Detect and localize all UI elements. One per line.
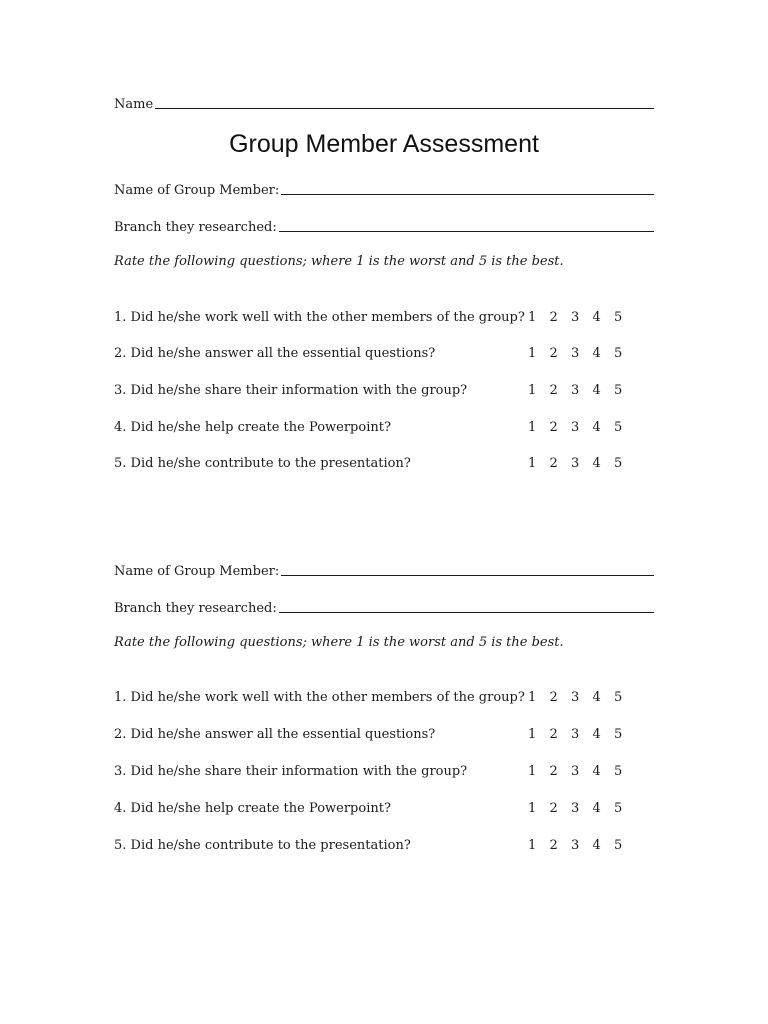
- rating-option[interactable]: 4: [592, 690, 601, 705]
- question-text: 2. Did he/she answer all the essential questions?: [114, 346, 436, 361]
- rating-option[interactable]: 2: [549, 310, 558, 325]
- rating-instruction-1: Rate the following questions; where 1 is the worst and 5 is the best.: [114, 254, 564, 269]
- rating-option[interactable]: 4: [592, 310, 601, 325]
- rating-option[interactable]: 3: [571, 690, 580, 705]
- rating-scale: [528, 764, 636, 779]
- rating-option[interactable]: 3: [571, 801, 580, 816]
- rating-option[interactable]: 4: [592, 383, 601, 398]
- question-row: [114, 346, 634, 364]
- rating-option[interactable]: 4: [592, 838, 601, 853]
- question-text: 1. Did he/she work well with the other members of the group?: [114, 690, 525, 705]
- rating-option[interactable]: 4: [592, 801, 601, 816]
- rating-scale: [528, 420, 636, 435]
- rating-scale: [528, 690, 636, 705]
- branch-blank-line-2[interactable]: [279, 599, 654, 613]
- rating-option[interactable]: 1: [528, 838, 537, 853]
- rating-option[interactable]: 5: [614, 838, 623, 853]
- rating-option[interactable]: 3: [571, 838, 580, 853]
- rating-option[interactable]: 2: [549, 456, 558, 471]
- rating-option[interactable]: 5: [614, 383, 623, 398]
- rating-option[interactable]: 5: [614, 456, 623, 471]
- branch-field-2: [114, 598, 654, 616]
- question-text: 4. Did he/she help create the Powerpoint?: [114, 420, 391, 435]
- rating-option[interactable]: 5: [614, 310, 623, 325]
- rating-option[interactable]: 5: [614, 764, 623, 779]
- rating-option[interactable]: 5: [614, 420, 623, 435]
- rating-option[interactable]: 2: [549, 690, 558, 705]
- rating-option[interactable]: 3: [571, 456, 580, 471]
- rating-option[interactable]: 5: [614, 346, 623, 361]
- rating-option[interactable]: 1: [528, 346, 537, 361]
- rating-option[interactable]: 2: [549, 420, 558, 435]
- rating-option[interactable]: 1: [528, 383, 537, 398]
- rating-option[interactable]: 2: [549, 838, 558, 853]
- question-text: 1. Did he/she work well with the other members of the group?: [114, 310, 525, 325]
- question-text: 3. Did he/she share their information with the group?: [114, 764, 468, 779]
- rating-option[interactable]: 2: [549, 727, 558, 742]
- rating-option[interactable]: 4: [592, 727, 601, 742]
- rating-option[interactable]: 5: [614, 801, 623, 816]
- rating-option[interactable]: 1: [528, 420, 537, 435]
- question-text: 5. Did he/she contribute to the presentation?: [114, 456, 411, 471]
- rating-scale: [528, 801, 636, 816]
- question-row: [114, 456, 634, 474]
- group-member-blank-line-2[interactable]: [281, 562, 654, 576]
- rating-option[interactable]: 3: [571, 764, 580, 779]
- name-blank-line[interactable]: [155, 95, 654, 109]
- rating-scale: [528, 838, 636, 853]
- rating-option[interactable]: 3: [571, 383, 580, 398]
- name-label: Name: [114, 97, 154, 112]
- group-member-name-field-2: [114, 561, 654, 579]
- page-title: Group Member Assessment: [229, 130, 539, 158]
- rating-scale: [528, 383, 636, 398]
- rating-option[interactable]: 2: [549, 346, 558, 361]
- rating-option[interactable]: 3: [571, 310, 580, 325]
- name-field: [114, 94, 654, 112]
- rating-option[interactable]: 2: [549, 764, 558, 779]
- rating-option[interactable]: 1: [528, 801, 537, 816]
- branch-label-1: Branch they researched:: [114, 220, 277, 235]
- rating-option[interactable]: 1: [528, 764, 537, 779]
- question-row: [114, 727, 634, 745]
- group-member-blank-line-1[interactable]: [281, 181, 654, 195]
- question-row: [114, 764, 634, 782]
- rating-option[interactable]: 4: [592, 456, 601, 471]
- rating-option[interactable]: 3: [571, 727, 580, 742]
- question-row: [114, 838, 634, 856]
- rating-scale: [528, 727, 636, 742]
- group-member-label-2: Name of Group Member:: [114, 564, 280, 579]
- branch-field-1: [114, 217, 654, 235]
- group-member-name-field-1: [114, 180, 654, 198]
- rating-option[interactable]: 1: [528, 310, 537, 325]
- rating-scale: [528, 456, 636, 471]
- rating-option[interactable]: 1: [528, 727, 537, 742]
- rating-option[interactable]: 2: [549, 801, 558, 816]
- question-text: 3. Did he/she share their information with the group?: [114, 383, 468, 398]
- question-text: 4. Did he/she help create the Powerpoint?: [114, 801, 391, 816]
- rating-option[interactable]: 4: [592, 764, 601, 779]
- rating-option[interactable]: 1: [528, 690, 537, 705]
- rating-option[interactable]: 3: [571, 346, 580, 361]
- rating-option[interactable]: 1: [528, 456, 537, 471]
- rating-instruction-2: Rate the following questions; where 1 is the worst and 5 is the best.: [114, 635, 564, 650]
- rating-option[interactable]: 3: [571, 420, 580, 435]
- question-row: [114, 420, 634, 438]
- rating-scale: [528, 310, 636, 325]
- branch-blank-line-1[interactable]: [279, 218, 654, 232]
- rating-scale: [528, 346, 636, 361]
- rating-option[interactable]: 4: [592, 346, 601, 361]
- rating-option[interactable]: 5: [614, 727, 623, 742]
- question-row: [114, 690, 634, 708]
- group-member-label-1: Name of Group Member:: [114, 183, 280, 198]
- question-row: [114, 310, 634, 328]
- question-row: [114, 383, 634, 401]
- branch-label-2: Branch they researched:: [114, 601, 277, 616]
- question-text: 5. Did he/she contribute to the presentation?: [114, 838, 411, 853]
- question-row: [114, 801, 634, 819]
- rating-option[interactable]: 4: [592, 420, 601, 435]
- rating-option[interactable]: 5: [614, 690, 623, 705]
- question-text: 2. Did he/she answer all the essential questions?: [114, 727, 436, 742]
- rating-option[interactable]: 2: [549, 383, 558, 398]
